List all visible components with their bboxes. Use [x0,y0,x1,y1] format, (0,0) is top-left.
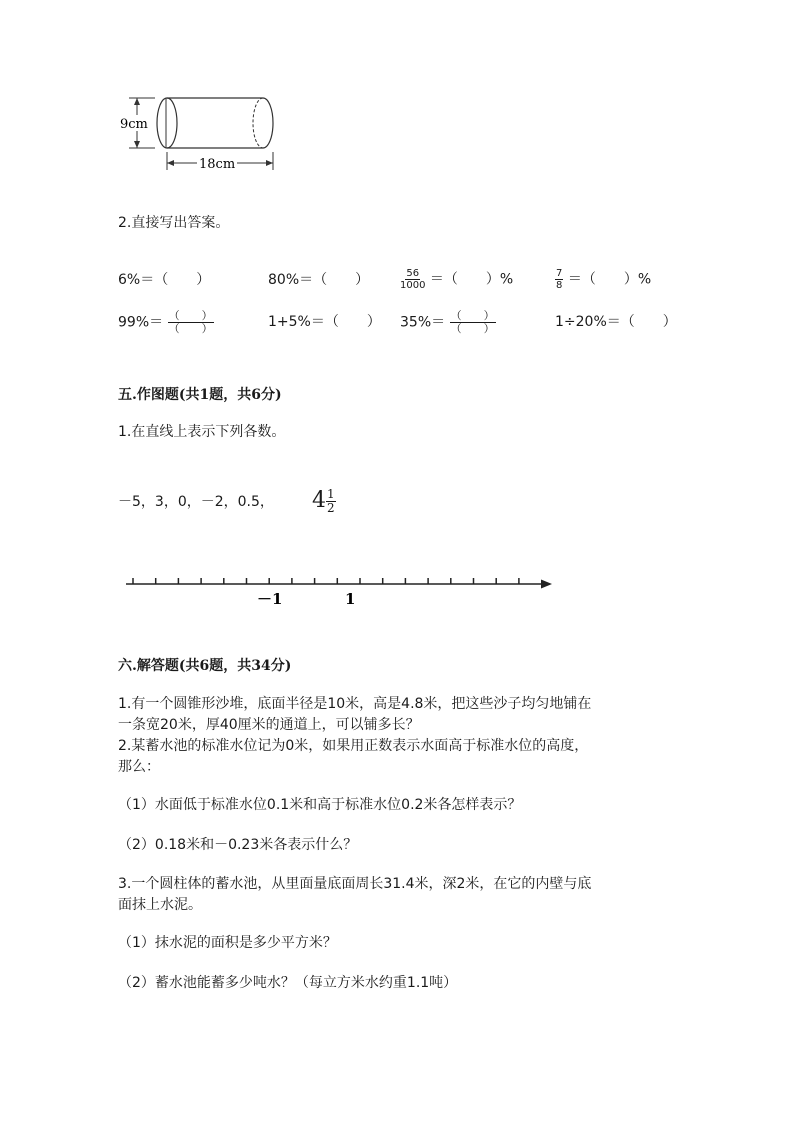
numerator: 56 [406,268,420,279]
number-line [120,570,560,615]
q2-r1-item2: 80%＝（ ） [268,272,370,288]
height-arrowhead-bottom [134,141,140,148]
section5-numbers: －5，3，0，－2，0.5， [118,494,274,510]
fraction [555,268,563,291]
numerator: （ ） [168,309,213,322]
label-1: 1 [345,590,356,608]
numerator: （ ） [450,309,495,322]
expr-pre: 35%＝ [400,314,446,331]
mixed-number [312,486,336,516]
height-label: 9cm [120,117,148,132]
s6-q3-line2: 面抹上水泥。 [118,897,202,913]
expr-pre: 99%＝ [118,314,164,331]
s6-q3-sub1: （1）抹水泥的面积是多少平方米？ [118,935,337,951]
cylinder-right-front [263,98,273,148]
numerator: 7 [556,268,563,279]
mixed-fraction [326,488,336,515]
expr-rest: ＝（ ）% [429,271,514,288]
length-arrowhead-left [167,160,174,166]
s6-q2-sub1: （1）水面低于标准水位0.1米和高于标准水位0.2米各怎样表示？ [118,797,522,813]
s6-q3-line1: 3.一个圆柱体的蓄水池，从里面量底面周长31.4米，深2米，在它的内壁与底 [118,876,592,892]
cylinder-left-face [157,98,177,148]
fraction [168,310,214,335]
q2-r2-item3 [400,310,496,335]
s6-q3-sub2: （2）蓄水池能蓄多少吨水？（每立方米水约重1.1吨） [118,975,458,991]
q2-r2-item2: 1+5%＝（ ） [268,314,381,330]
height-arrowhead-top [134,98,140,105]
q2-heading: 2.直接写出答案。 [118,215,230,231]
denominator: 1000 [400,280,426,291]
cylinder-right-back [253,98,263,148]
s6-q2-line1: 2.某蓄水池的标准水位记为0米，如果用正数表示水面高于标准水位的高度， [118,738,589,754]
expr-rest: ＝（ ）% [567,271,652,288]
section6-title: 六.解答题(共6题，共34分) [118,658,292,674]
denominator: （ ） [168,322,213,335]
s6-q2-line2: 那么： [118,759,160,775]
denominator: 2 [327,500,335,515]
s6-q2-sub2: （2）0.18米和－0.23米各表示什么？ [118,837,358,853]
length-label: 18cm [199,157,236,172]
s6-q1-line1: 1.有一个圆锥形沙堆，底面半径是10米，高是4.8米，把这些沙子均匀地铺在 [118,696,592,712]
q2-r2-item1 [118,310,214,335]
fraction [400,268,425,291]
cylinder-figure [115,90,285,175]
numerator: 1 [327,486,335,501]
q2-r1-item3 [400,268,513,291]
mixed-whole: 4 [312,488,326,513]
label-neg1: －1 [257,590,283,608]
fraction [450,310,496,335]
number-line-arrow [541,580,552,589]
number-line-ticks [133,578,519,584]
section5-title: 五.作图题(共1题，共6分) [118,387,282,403]
denominator: （ ） [450,322,495,335]
length-arrowhead-right [266,160,273,166]
q2-r1-item1: 6%＝（ ） [118,272,211,288]
denominator: 8 [556,280,563,291]
q2-r1-item4 [555,268,651,291]
section5-q1: 1.在直线上表示下列各数。 [118,424,286,440]
q2-r2-item4: 1÷20%＝（ ） [555,314,677,330]
s6-q1-line2: 一条宽20米，厚40厘米的通道上，可以铺多长？ [118,717,420,733]
